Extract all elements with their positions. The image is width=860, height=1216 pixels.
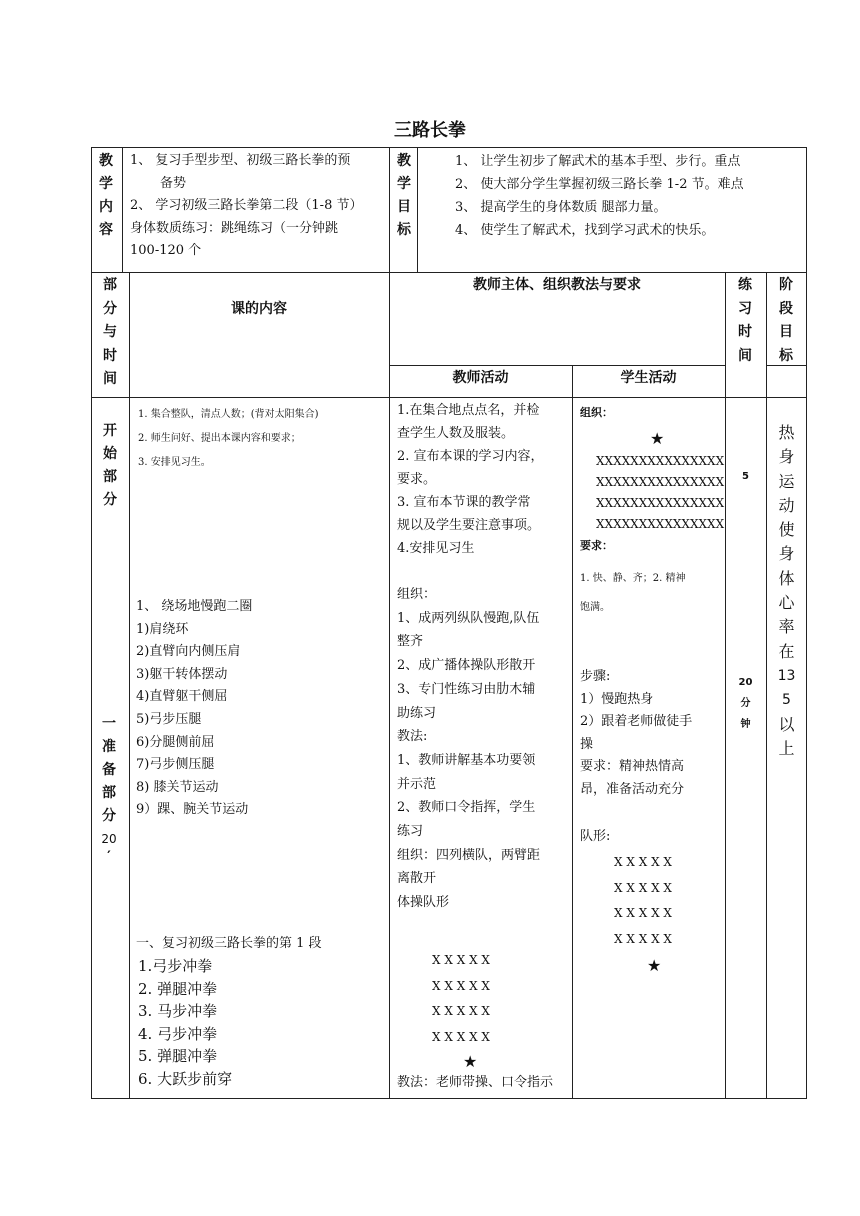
practice-time-header: 练 习 时 间 [738, 277, 752, 364]
teacher-activity-header: 教师活动 [452, 370, 509, 386]
student-req-text: 1. 快、静、齐；2. 精神 饱满。 [580, 573, 686, 613]
row-divider [389, 365, 725, 366]
row-divider [91, 272, 807, 273]
student-x-formation: XXXXXXXXXXXXXXX XXXXXXXXXXXXXXX XXXXXXXXXXXXXXX XXXXXXXXXXXXXXX [596, 454, 725, 531]
prep-items: 1、 绕场地慢跑二圈 1)肩绕环 2)直臂向内侧压肩 3)躯干转体摆动 4)直臂躯干侧屈 5)弓步压腿 6)分腿侧前屈 7)弓步侧压腿 8) 膝关节运动 9）踝、腕关节运动 [136, 599, 253, 818]
goal-label: 教 学 目 标 [397, 153, 411, 238]
prep-section-label: 一 准 备 部 分 20 ′ [101, 716, 117, 865]
student-formation: X X X X X X X X X X X X X X X X X X X X [614, 855, 672, 946]
student-org-label: 组织： [580, 406, 613, 419]
start-items: 1. 集合整队，清点人数；(背对太阳集合) 2. 师生问好、提出本课内容和要求； 3. 安排见习生。 [138, 409, 319, 468]
content-text: 1、 复习手型步型、初级三路长拳的预 备势 2、 学习初级三路长拳第二段（1-8 节） 身体数质练习：跳绳练习（一分钟跳 100-120 个 [130, 153, 363, 258]
teacher-prep: 组织： 1、成两列纵队慢跑,队伍 整齐 2、成广播体操队形散开 3、专门性练习由肋木辅 助练习 教法: 1、教师讲解基本功要领 并示范 2、教师口令指挥，学生 练习 组织：四列横队，两臂距 离散开 体操队形 [397, 587, 541, 911]
page-title: 三路长拳 [394, 120, 466, 141]
star-icon: ★ [647, 956, 662, 975]
col-divider [572, 365, 573, 1099]
star-icon: ★ [650, 429, 665, 448]
section-time-header: 部 分 与 时 间 [103, 277, 117, 387]
review-items: 1.弓步冲拳 2. 弹腿冲拳 3. 马步冲拳 4. 弓步冲拳 5. 弹腿冲拳 6. 大跃步前穿 [138, 957, 233, 1088]
col-divider [389, 147, 390, 272]
student-activity-header: 学生活动 [620, 370, 677, 386]
teacher-formation: X X X X X X X X X X X X X X X X X X X X [432, 953, 490, 1044]
lesson-content-header: 课的内容 [231, 301, 287, 317]
col-divider [129, 272, 130, 1099]
star-icon: ★ [463, 1052, 478, 1071]
prep-time: 20 分 钟 [738, 677, 753, 730]
teacher-main-header: 教师主体、组织教法与要求 [473, 277, 641, 293]
goal-text: 1、 让学生初步了解武术的基本手型、步行。重点 2、 使大部分学生掌握初级三路长拳 1-2 节。难点 3、 提高学生的身体数质 腿部力量。 4、 使学生了解武术，找到学习武术的快乐。 [455, 154, 744, 238]
student-req-label: 要求： [580, 539, 613, 552]
review-title: 一、复习初级三路长拳的第 1 段 [136, 936, 322, 951]
content-label: 教 学 内 容 [99, 153, 113, 238]
teacher-start: 1.在集合地点点名，并检 查学生人数及服装。 2. 宣布本课的学习内容， 要求。 3. 宣布本节课的教学常 规以及学生要注意事项。 4.安排见习生 [397, 403, 544, 556]
student-steps: 步骤: 1）慢跑热身 2）跟着老师做徒手 操 要求：精神热情高 昂，准备活动充分 [580, 669, 693, 797]
col-divider [122, 147, 123, 272]
start-time: 5 [742, 471, 749, 482]
teacher-method: 教法：老师带操、口令指示 [397, 1075, 554, 1090]
col-divider [389, 272, 390, 1099]
start-section-label: 开 始 部 分 [103, 423, 117, 508]
stage-goal-header: 阶 段 目 标 [779, 277, 793, 364]
stage-goal-text: 热 身 运 动 使 身 体 心 率 在 13 5 以 上 [777, 423, 796, 758]
student-queue-label: 队形: [580, 829, 611, 844]
row-divider [91, 397, 807, 398]
col-divider [417, 147, 418, 272]
